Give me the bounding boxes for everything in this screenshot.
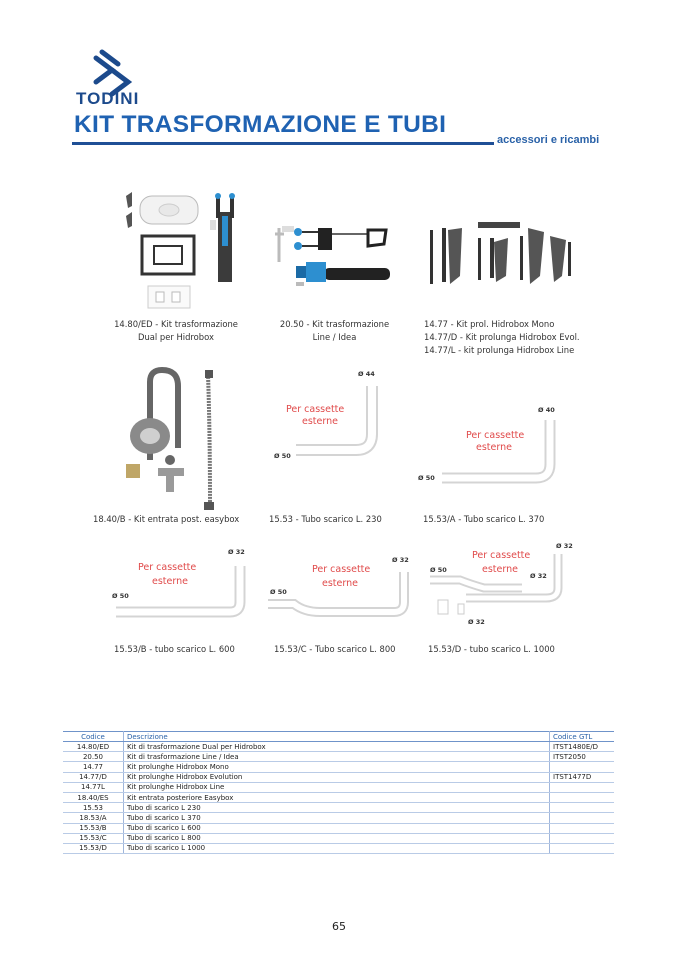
- pipe-label-line1: Per cassette: [472, 550, 531, 561]
- product-caption-15-53-c: 15.53/C - Tubo scarico L. 800: [274, 644, 396, 654]
- diameter-label: Ø 40: [538, 406, 555, 414]
- pipe-label-line2: esterne: [302, 416, 338, 427]
- product-codes-table: [63, 731, 614, 854]
- product-image-15-53-d: [426, 540, 576, 628]
- product-caption-14-77: 14.77 - Kit prol. Hidrobox Mono 14.77/D - Kit prolunga Hidrobox Evol. 14.77/L - kit prolunga Hidrobox Line: [424, 319, 580, 355]
- pipe-label-line1: Per cassette: [286, 404, 345, 415]
- title-underline: [72, 142, 494, 145]
- page-number: 65: [332, 920, 346, 933]
- table-row: 14.77 Kit prolunghe Hidrobox Mono: [63, 762, 614, 772]
- diameter-label: Ø 50: [430, 566, 447, 574]
- product-image-20-50: [272, 222, 397, 294]
- product-caption-20-50: 20.50 - Kit trasformazione Line / Idea: [279, 319, 390, 342]
- product-image-15-53: [272, 368, 387, 466]
- table-row: 20.50 Kit di trasformazione Line / Idea ITST2050: [63, 752, 614, 762]
- product-caption-15-53: 15.53 - Tubo scarico L. 230: [269, 514, 382, 524]
- diameter-label: Ø 32: [392, 556, 409, 564]
- diameter-label: Ø 32: [468, 618, 485, 626]
- diameter-label: Ø 44: [358, 370, 375, 378]
- table-row: 15.53/D Tubo di scarico L 1000: [63, 843, 614, 853]
- product-caption-15-53-d: 15.53/D - tubo scarico L. 1000: [428, 644, 555, 654]
- column-header-codice: Codice: [63, 732, 124, 742]
- table-row: 15.53 Tubo di scarico L 230: [63, 803, 614, 813]
- table-row: 14.77/D Kit prolunghe Hidrobox Evolution ITST1477D: [63, 772, 614, 782]
- diameter-label: Ø 50: [270, 588, 287, 596]
- diameter-label: Ø 32: [228, 548, 245, 556]
- diameter-label: Ø 32: [530, 572, 547, 580]
- column-header-descrizione: Descrizione: [124, 732, 550, 742]
- diameter-label: Ø 50: [418, 474, 435, 482]
- table-row: 14.80/ED Kit di trasformazione Dual per Hidrobox ITST1480E/D: [63, 742, 614, 752]
- product-caption-15-53-a: 15.53/A - Tubo scarico L. 370: [423, 514, 545, 524]
- page-title: KIT TRASFORMAZIONE E TUBI: [74, 111, 447, 138]
- pipe-label-line2: esterne: [322, 578, 358, 589]
- pipe-label-line2: esterne: [482, 564, 518, 575]
- pipe-label-line1: Per cassette: [138, 562, 197, 573]
- table-row: 15.53/C Tubo di scarico L 800: [63, 833, 614, 843]
- pipe-label-line2: esterne: [152, 576, 188, 587]
- pipe-label-line1: Per cassette: [466, 430, 525, 441]
- table-row: 14.77L Kit prolunghe Hidrobox Line: [63, 782, 614, 792]
- pipe-label-line1: Per cassette: [312, 564, 371, 575]
- diameter-label: Ø 50: [112, 592, 129, 600]
- product-image-18-40-b: [112, 364, 232, 512]
- product-image-15-53-a: [418, 402, 568, 492]
- diameter-label: Ø 50: [274, 452, 291, 460]
- product-image-14-77: [420, 218, 580, 290]
- column-header-codice-gtl: Codice GTL: [550, 732, 615, 742]
- brand-name: TODINI: [76, 89, 140, 108]
- product-caption-18-40-b: 18.40/B - Kit entrata post. easybox: [93, 514, 240, 524]
- product-image-14-80-ed: [118, 190, 253, 315]
- product-caption-15-53-b: 15.53/B - tubo scarico L. 600: [114, 644, 235, 654]
- product-image-15-53-b: [110, 546, 255, 624]
- table-row: 18.53/A Tubo di scarico L 370: [63, 813, 614, 823]
- product-image-15-53-c: [264, 552, 414, 622]
- table-header-row: [63, 732, 614, 742]
- table-row: 15.53/B Tubo di scarico L 600: [63, 823, 614, 833]
- pipe-label-line2: esterne: [476, 442, 512, 453]
- diameter-label: Ø 32: [556, 542, 573, 550]
- page-subtitle: accessori e ricambi: [497, 134, 600, 146]
- table-row: 18.40/ES Kit entrata posteriore Easybox: [63, 792, 614, 802]
- product-caption-14-80-ed: 14.80/ED - Kit trasformazione Dual per Hidrobox: [114, 319, 238, 342]
